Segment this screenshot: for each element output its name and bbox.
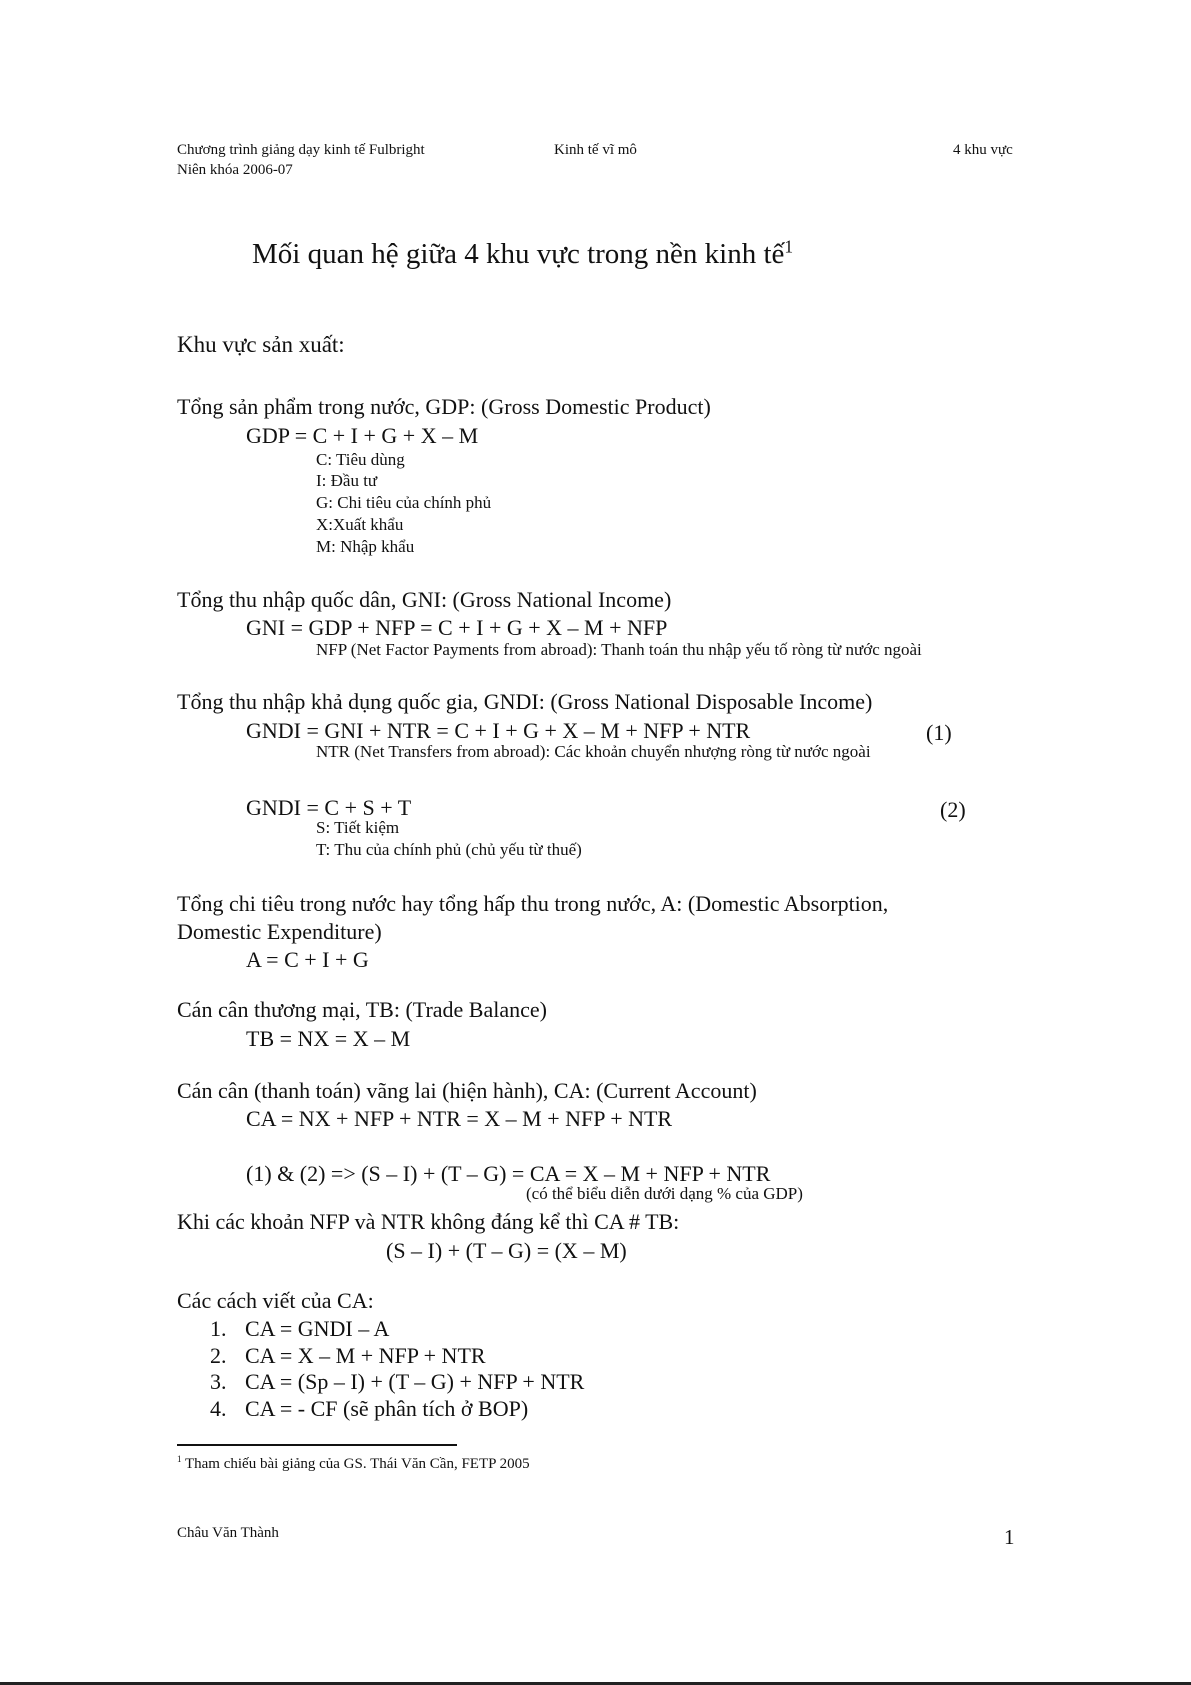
absorption-heading-2: Domestic Expenditure) — [177, 919, 382, 944]
header-year: Niên khóa 2006-07 — [177, 162, 293, 178]
ways-item-3-number: 3. — [210, 1369, 227, 1394]
section-heading: Khu vực sản xuất: — [177, 332, 345, 357]
ways-item-4-number: 4. — [210, 1396, 227, 1421]
gdp-heading: Tổng sản phẩm trong nước, GDP: (Gross Domestic Product) — [177, 394, 711, 419]
footnote — [177, 1456, 530, 1473]
title-footnote-mark: 1 — [784, 236, 794, 257]
absorption-formula: A = C + I + G — [246, 947, 369, 972]
page-number: 1 — [1004, 1525, 1015, 1549]
ways-item-1-number: 1. — [210, 1316, 227, 1341]
ways-heading: Các cách viết của CA: — [177, 1288, 374, 1313]
current-heading: Cán cân (thanh toán) vãng lai (hiện hành), CA: (Current Account) — [177, 1078, 757, 1103]
gndi-formula-2: GNDI = C + S + T — [246, 795, 412, 820]
page-title — [252, 238, 793, 271]
gni-def: NFP (Net Factor Payments from abroad): Thanh toán thu nhập yếu tố ròng từ nước ngoài — [316, 640, 922, 659]
gndi-eq-number-2: (2) — [940, 797, 966, 822]
gdp-def-c: C: Tiêu dùng — [316, 450, 405, 469]
ways-item-1: CA = GNDI – A — [245, 1316, 390, 1341]
absorption-heading-1: Tổng chi tiêu trong nước hay tổng hấp thu trong nước, A: (Domestic Absorption, — [177, 891, 889, 916]
footnote-text: Tham chiếu bài giảng của GS. Thái Văn Cần, FETP 2005 — [184, 1456, 530, 1472]
gdp-def-i: I: Đầu tư — [316, 471, 378, 490]
ways-item-3: CA = (Sp – I) + (T – G) + NFP + NTR — [245, 1369, 585, 1394]
ways-item-2-number: 2. — [210, 1343, 227, 1368]
gni-heading: Tổng thu nhập quốc dân, GNI: (Gross National Income) — [177, 587, 672, 612]
page-title-text: Mối quan hệ giữa 4 khu vực trong nền kinh tế — [252, 238, 785, 270]
current-when: Khi các khoản NFP và NTR không đáng kể thì CA # TB: — [177, 1209, 680, 1234]
gdp-def-m: M: Nhập khẩu — [316, 537, 415, 556]
gndi-formula-1: GNDI = GNI + NTR = C + I + G + X – M + NFP + NTR — [246, 718, 751, 743]
gndi-eq-number-1: (1) — [926, 720, 952, 745]
current-identity: (1) & (2) => (S – I) + (T – G) = CA = X – M + NFP + NTR — [246, 1161, 771, 1186]
gdp-def-g: G: Chi tiêu của chính phủ — [316, 493, 492, 512]
header-course: Kinh tế vĩ mô — [554, 142, 637, 158]
ways-item-4: CA = - CF (sẽ phân tích ở BOP) — [245, 1396, 529, 1421]
current-note: (có thể biểu diễn dưới dạng % của GDP) — [526, 1184, 803, 1203]
gni-formula: GNI = GDP + NFP = C + I + G + X – M + NFP — [246, 615, 668, 640]
gndi-def-s: S: Tiết kiệm — [316, 818, 400, 837]
footer-author: Châu Văn Thành — [177, 1525, 279, 1541]
trade-formula: TB = NX = X – M — [246, 1026, 411, 1051]
gndi-heading: Tổng thu nhập khả dụng quốc gia, GNDI: (Gross National Disposable Income) — [177, 689, 873, 714]
current-simple: (S – I) + (T – G) = (X – M) — [386, 1238, 627, 1263]
header-program: Chương trình giảng dạy kinh tế Fulbright — [177, 142, 425, 158]
gdp-formula: GDP = C + I + G + X – M — [246, 423, 479, 448]
current-formula: CA = NX + NFP + NTR = X – M + NFP + NTR — [246, 1106, 673, 1131]
gndi-def-t: T: Thu của chính phủ (chủ yếu từ thuế) — [316, 840, 582, 859]
header-topic: 4 khu vực — [953, 142, 1013, 158]
footnote-separator — [177, 1444, 457, 1446]
gdp-def-x: X:Xuất khẩu — [316, 515, 404, 534]
trade-heading: Cán cân thương mại, TB: (Trade Balance) — [177, 997, 547, 1022]
ways-item-2: CA = X – M + NFP + NTR — [245, 1343, 486, 1368]
footnote-mark: 1 — [177, 1454, 182, 1464]
gndi-def-ntr: NTR (Net Transfers from abroad): Các khoản chuyển nhượng ròng từ nước ngoài — [316, 742, 871, 761]
